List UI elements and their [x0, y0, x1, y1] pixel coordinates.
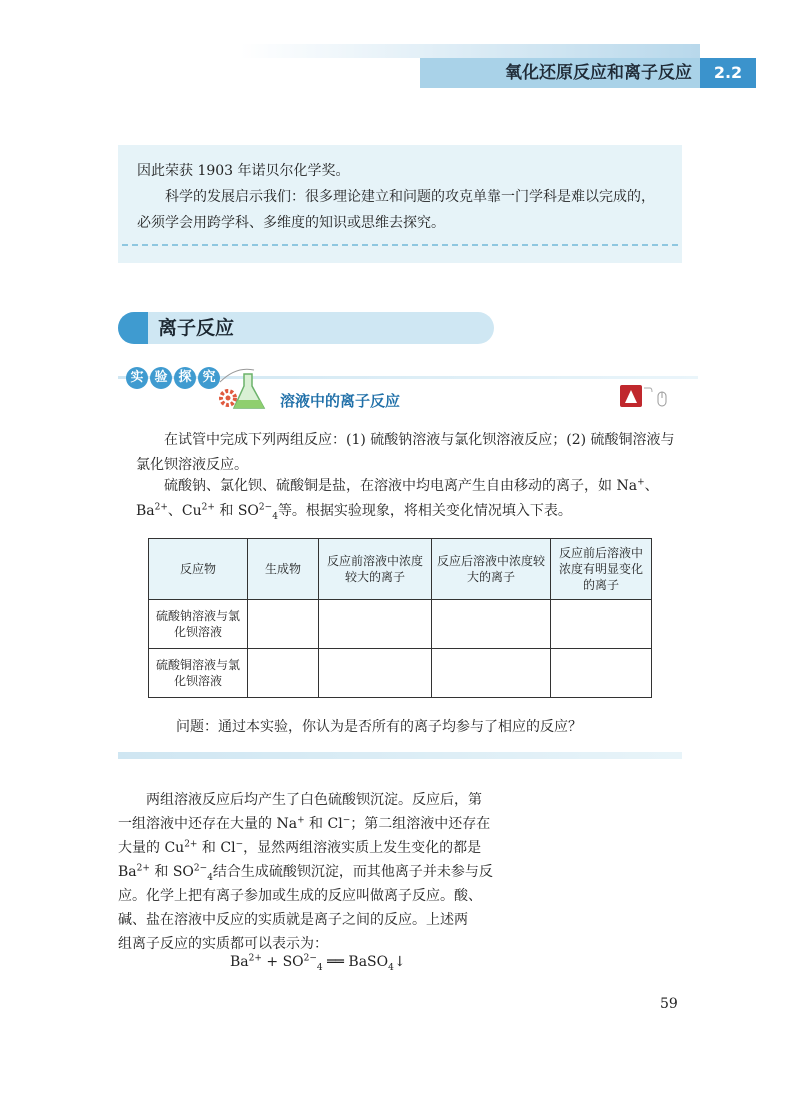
badge-char: 验: [150, 367, 172, 389]
body-line: 碱、盐在溶液中反应的实质就是离子之间的反应。上述两: [118, 912, 468, 928]
ion-na: Na+: [616, 477, 645, 494]
info-line-1: 因此荣获 1903 年诺贝尔化学奖。: [137, 163, 350, 179]
flask-gear-icon: [214, 364, 272, 416]
table-row: [149, 649, 652, 698]
col-reactants: 反应物: [149, 539, 248, 600]
body-line: 化学上把有离子参加或生成的反应叫做离子反应。酸、: [146, 888, 482, 904]
paragraph-text: 硫酸钠、氯化钡、硫酸铜是盐，在溶液中均电离产生自由移动的离子，如: [164, 478, 612, 494]
section-title: 离子反应: [158, 317, 235, 339]
table-cell[interactable]: [551, 600, 652, 649]
experiment-badge: [126, 367, 220, 389]
body-line: $Ba^{2+}$ 和 $SO^{2-}_4$结合生成硫酸钡沉淀，而其他离子并未参与反应。: [118, 863, 493, 904]
paragraph-text: 等。根据实验现象，将相关变化情况填入下表。: [277, 503, 572, 519]
col-ions-after: 反应后溶液中浓度较大的离子: [432, 539, 551, 600]
info-line-2: 科学的发展启示我们：很多理论建立和问题的攻克单靠一门学科是难以完成的，: [165, 189, 655, 205]
dashed-divider: [122, 244, 678, 246]
table-cell[interactable]: [432, 649, 551, 698]
media-resource-icon[interactable]: [618, 382, 674, 412]
col-ions-changed: 反应前后溶液中浓度有明显变化的离子: [551, 539, 652, 600]
body-line: 两组溶液反应后均产生了白色硫酸钡沉淀。反应后，第: [146, 792, 482, 808]
ion-ba: $Ba^{2+}$: [136, 502, 168, 519]
badge-char: 实: [126, 367, 148, 389]
col-products: 生成物: [248, 539, 319, 600]
table-cell: 硫酸钠溶液与氯化钡溶液: [149, 600, 248, 649]
experiment-paragraph-1: 在试管中完成下列两组反应：(1) 硫酸钠溶液与氯化钡溶液反应；(2) 硫酸铜溶液与氯化钡溶液反应。: [136, 432, 675, 473]
body-line: 一组溶液中还存在大量的 Na+ 和 Cl−；第二组溶液中还存在: [118, 815, 491, 832]
header-decor-band: [240, 44, 700, 58]
table-header-row: [149, 539, 652, 600]
table-cell: 硫酸铜溶液与氯化钡溶液: [149, 649, 248, 698]
badge-char: 探: [174, 367, 196, 389]
table-row: [149, 600, 652, 649]
experiment-title: 溶液中的离子反应: [280, 392, 401, 410]
table-cell[interactable]: [432, 600, 551, 649]
question-text: 问题：通过本实验，你认为是否所有的离子均参与了相应的反应？: [176, 719, 582, 735]
table-cell[interactable]: [551, 649, 652, 698]
experiment-paragraph-2: 硫酸钠、氯化钡、硫酸铜是盐，在溶液中均电离产生自由移动的离子，如 Na+、$Ba^{2+}$、$Cu^{2+}$ 和 $SO^{2-}_4$等。根据实验现象，将相关变化情况填入下表。: [136, 477, 659, 522]
ion-cu: $Cu^{2+}$: [181, 502, 215, 519]
page-number: 59: [660, 996, 678, 1012]
ion-so4: $SO^{2-}_4$: [237, 502, 278, 522]
table-cell[interactable]: [319, 600, 432, 649]
badge-char: 究: [198, 367, 220, 389]
table-cell[interactable]: [248, 649, 319, 698]
col-ions-before: 反应前溶液中浓度较大的离子: [319, 539, 432, 600]
section-heading-cap: [118, 312, 148, 344]
chapter-title: 氧化还原反应和离子反应: [505, 63, 692, 83]
reaction-table: [148, 538, 652, 698]
body-line: 组离子反应的实质都可以表示为：: [118, 936, 328, 952]
table-cell[interactable]: [319, 649, 432, 698]
ionic-equation: $Ba^{2+} + SO^{2-}_4$ ══ BaSO$_4$↓: [230, 953, 406, 973]
body-line: 大量的 $Cu^{2+}$ 和 Cl−，显然两组溶液实质上发生变化的都是: [118, 839, 482, 856]
info-line-3: 必须学会用跨学科、多维度的知识或思维去探究。: [137, 215, 445, 231]
chapter-number: 2.2: [700, 58, 756, 88]
section-separator: [118, 752, 682, 759]
table-cell[interactable]: [248, 600, 319, 649]
